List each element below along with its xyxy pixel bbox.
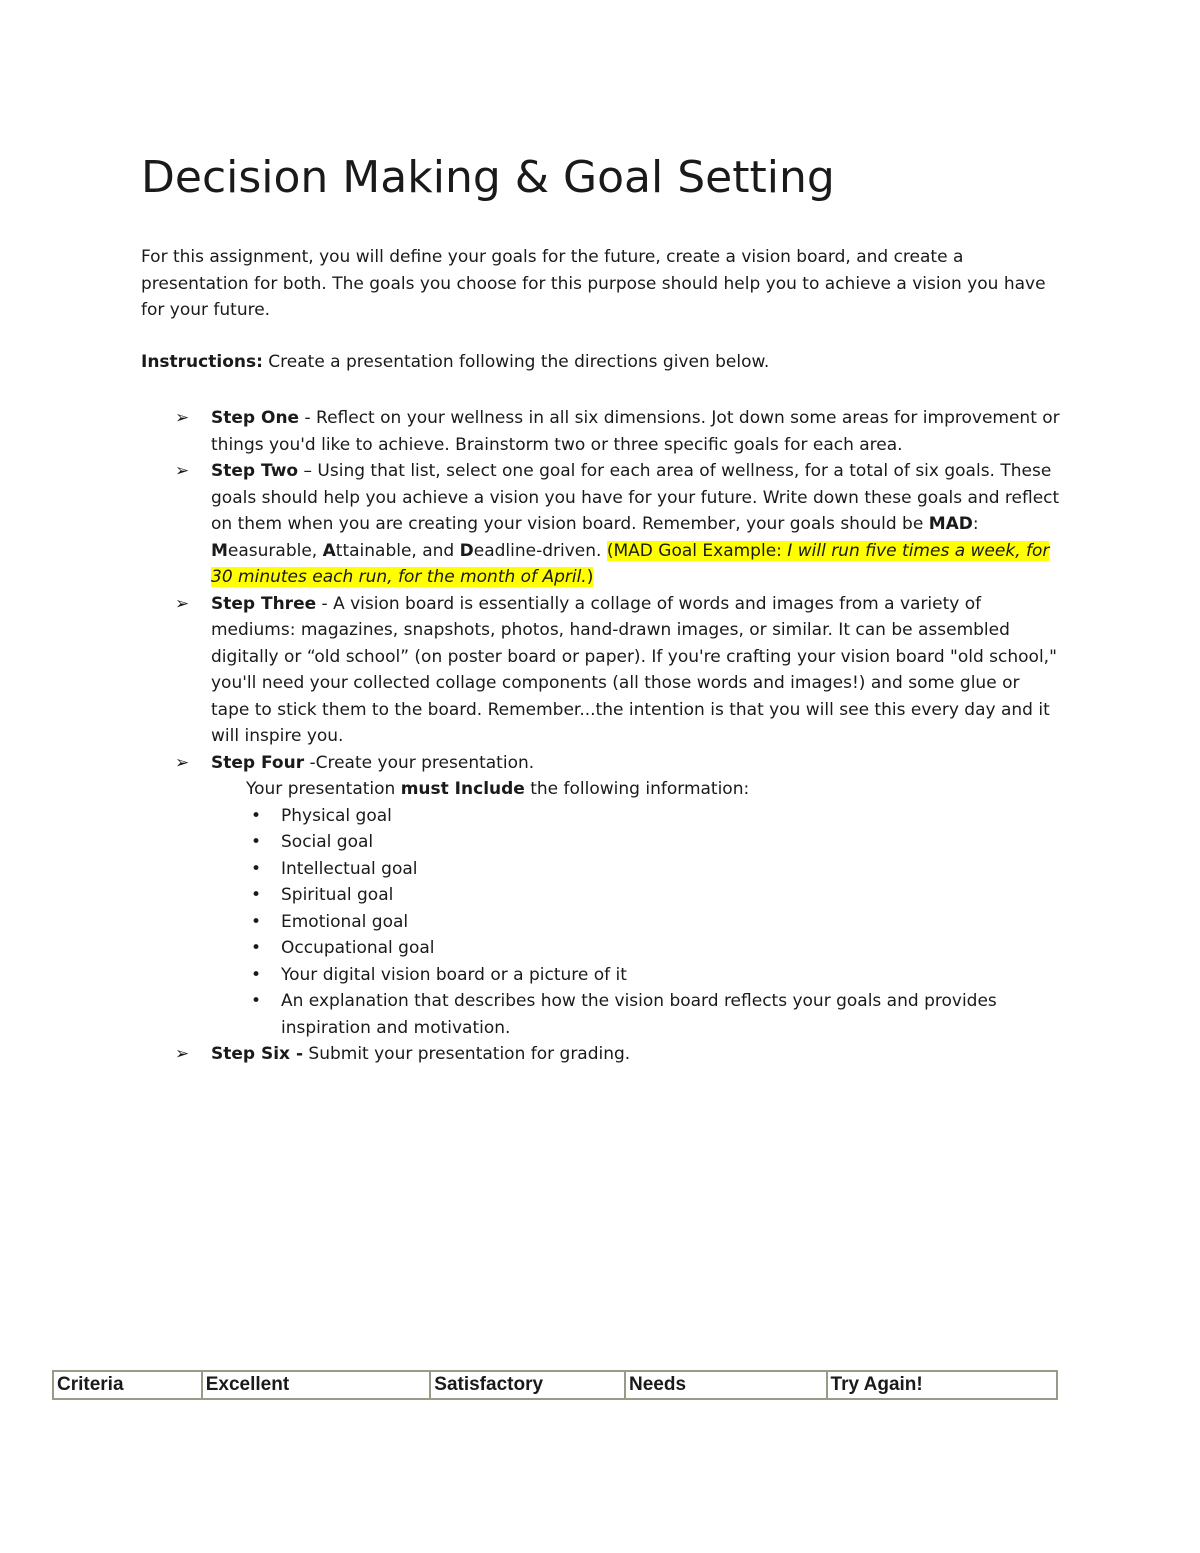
list-item-text: Physical goal: [281, 805, 392, 826]
list-item: [211, 909, 1061, 936]
list-item: [211, 856, 1061, 883]
list-item-text: Intellectual goal: [281, 858, 418, 879]
instructions-paragraph: [141, 349, 1061, 376]
step-text: Submit your presentation for grading.: [303, 1044, 631, 1064]
requirements-emphasis: must Include: [400, 779, 525, 799]
step-text: -Create your presentation.: [304, 752, 535, 773]
list-item: [211, 988, 1061, 1041]
list-item-text: Your digital vision board or a picture of it: [281, 964, 627, 985]
mad-a: A: [322, 540, 336, 561]
list-item: [211, 829, 1061, 856]
mad-d-rest: eadline-driven.: [473, 540, 607, 561]
intro-paragraph: For this assignment, you will define your goals for the future, create a vision board, and create a presentation for both. The goals you choose for this purpose should help you to achieve a vision you have for your future.: [141, 247, 1046, 320]
rubric-table: [52, 1370, 1058, 1400]
step-text: – Using that list, select one goal for each area of wellness, for a total of six goals. These goals should help you achieve a vision you have for your future. Write down these goals and reflect on them when you are creating your vision board. Remember, your goals should be: [211, 461, 1060, 534]
mad-colon: :: [972, 514, 979, 534]
document-title: Decision Making & Goal Setting: [141, 152, 835, 203]
arrow-bullet-icon: ➢: [175, 593, 190, 614]
example-label: (MAD Goal Example:: [606, 540, 788, 561]
step-four: [141, 750, 1061, 1042]
step-text: - A vision board is essentially a collage of words and images from a variety of mediums: magazines, snapshots, photos, hand-drawn images, or similar. It can be assembled digitally or “old school” (on poster board or paper). If you're crafting your vision board "old school," you'll need your collected collage components (all those words and images!) and some glue or tape to stick them to the board. Remember...the intention is that you will see this every day and it will inspire you.: [211, 593, 1057, 746]
bullet-dot-icon: •: [251, 832, 262, 852]
rubric-header-satisfactory: Satisfactory: [430, 1371, 625, 1399]
arrow-bullet-icon: ➢: [175, 461, 190, 481]
step-label: Step Three: [211, 593, 317, 614]
presentation-requirements-intro: [211, 776, 1061, 803]
requirements-text-c: the following information:: [524, 779, 750, 799]
mad-m: M: [211, 540, 228, 561]
arrow-bullet-icon: ➢: [175, 1044, 190, 1064]
step-text: - Reflect on your wellness in all six dimensions. Jot down some areas for improvement or things you'd like to achieve. Brainstorm two or three specific goals for each area.: [211, 408, 1060, 455]
rubric-header-excellent: Excellent: [202, 1371, 431, 1399]
rubric-header-criteria: Criteria: [53, 1371, 202, 1399]
table-row: [53, 1371, 1057, 1399]
list-item-text: Social goal: [281, 832, 374, 852]
mad-d: D: [459, 540, 474, 561]
step-label: Step Two: [211, 461, 299, 481]
list-item-text: Spiritual goal: [281, 885, 394, 905]
bullet-dot-icon: •: [251, 858, 262, 879]
mad-label: MAD: [928, 514, 973, 534]
list-item: [211, 962, 1061, 989]
bullet-dot-icon: •: [251, 964, 262, 985]
list-item: [211, 935, 1061, 962]
bullet-dot-icon: •: [251, 991, 262, 1011]
step-label: Step Six -: [211, 1044, 303, 1064]
step-two: [141, 458, 1061, 591]
list-item: [211, 803, 1061, 830]
instructions-label: Instructions:: [141, 352, 263, 372]
bullet-dot-icon: •: [251, 911, 262, 932]
arrow-bullet-icon: ➢: [175, 408, 190, 428]
bullet-dot-icon: •: [251, 885, 262, 905]
step-six: [141, 1041, 1061, 1068]
mad-a-rest: ttainable, and: [335, 540, 460, 561]
requirements-list: [211, 803, 1061, 1042]
example-close: ): [586, 567, 594, 587]
bullet-dot-icon: •: [251, 805, 262, 826]
list-item-text: Occupational goal: [281, 938, 435, 958]
step-label: Step One: [211, 408, 300, 428]
list-item: [211, 882, 1061, 909]
step-one: [141, 405, 1061, 458]
instructions-text: Create a presentation following the directions given below.: [262, 352, 770, 372]
arrow-bullet-icon: ➢: [175, 752, 190, 773]
bullet-dot-icon: •: [251, 938, 262, 958]
step-label: Step Four: [211, 752, 305, 773]
rubric-header-needs: Needs: [625, 1371, 827, 1399]
list-item-text: An explanation that describes how the vision board reflects your goals and provides inspiration and motivation.: [281, 991, 997, 1038]
mad-m-rest: easurable,: [227, 540, 323, 561]
list-item-text: Emotional goal: [281, 911, 409, 932]
step-three: [141, 591, 1061, 750]
example-text: I will run five times a week, for 30 minutes each run, for the month of April.: [211, 540, 1050, 587]
requirements-text-a: Your presentation: [246, 779, 401, 799]
steps-list: [141, 405, 1061, 1068]
rubric-header-try-again: Try Again!: [827, 1371, 1057, 1399]
